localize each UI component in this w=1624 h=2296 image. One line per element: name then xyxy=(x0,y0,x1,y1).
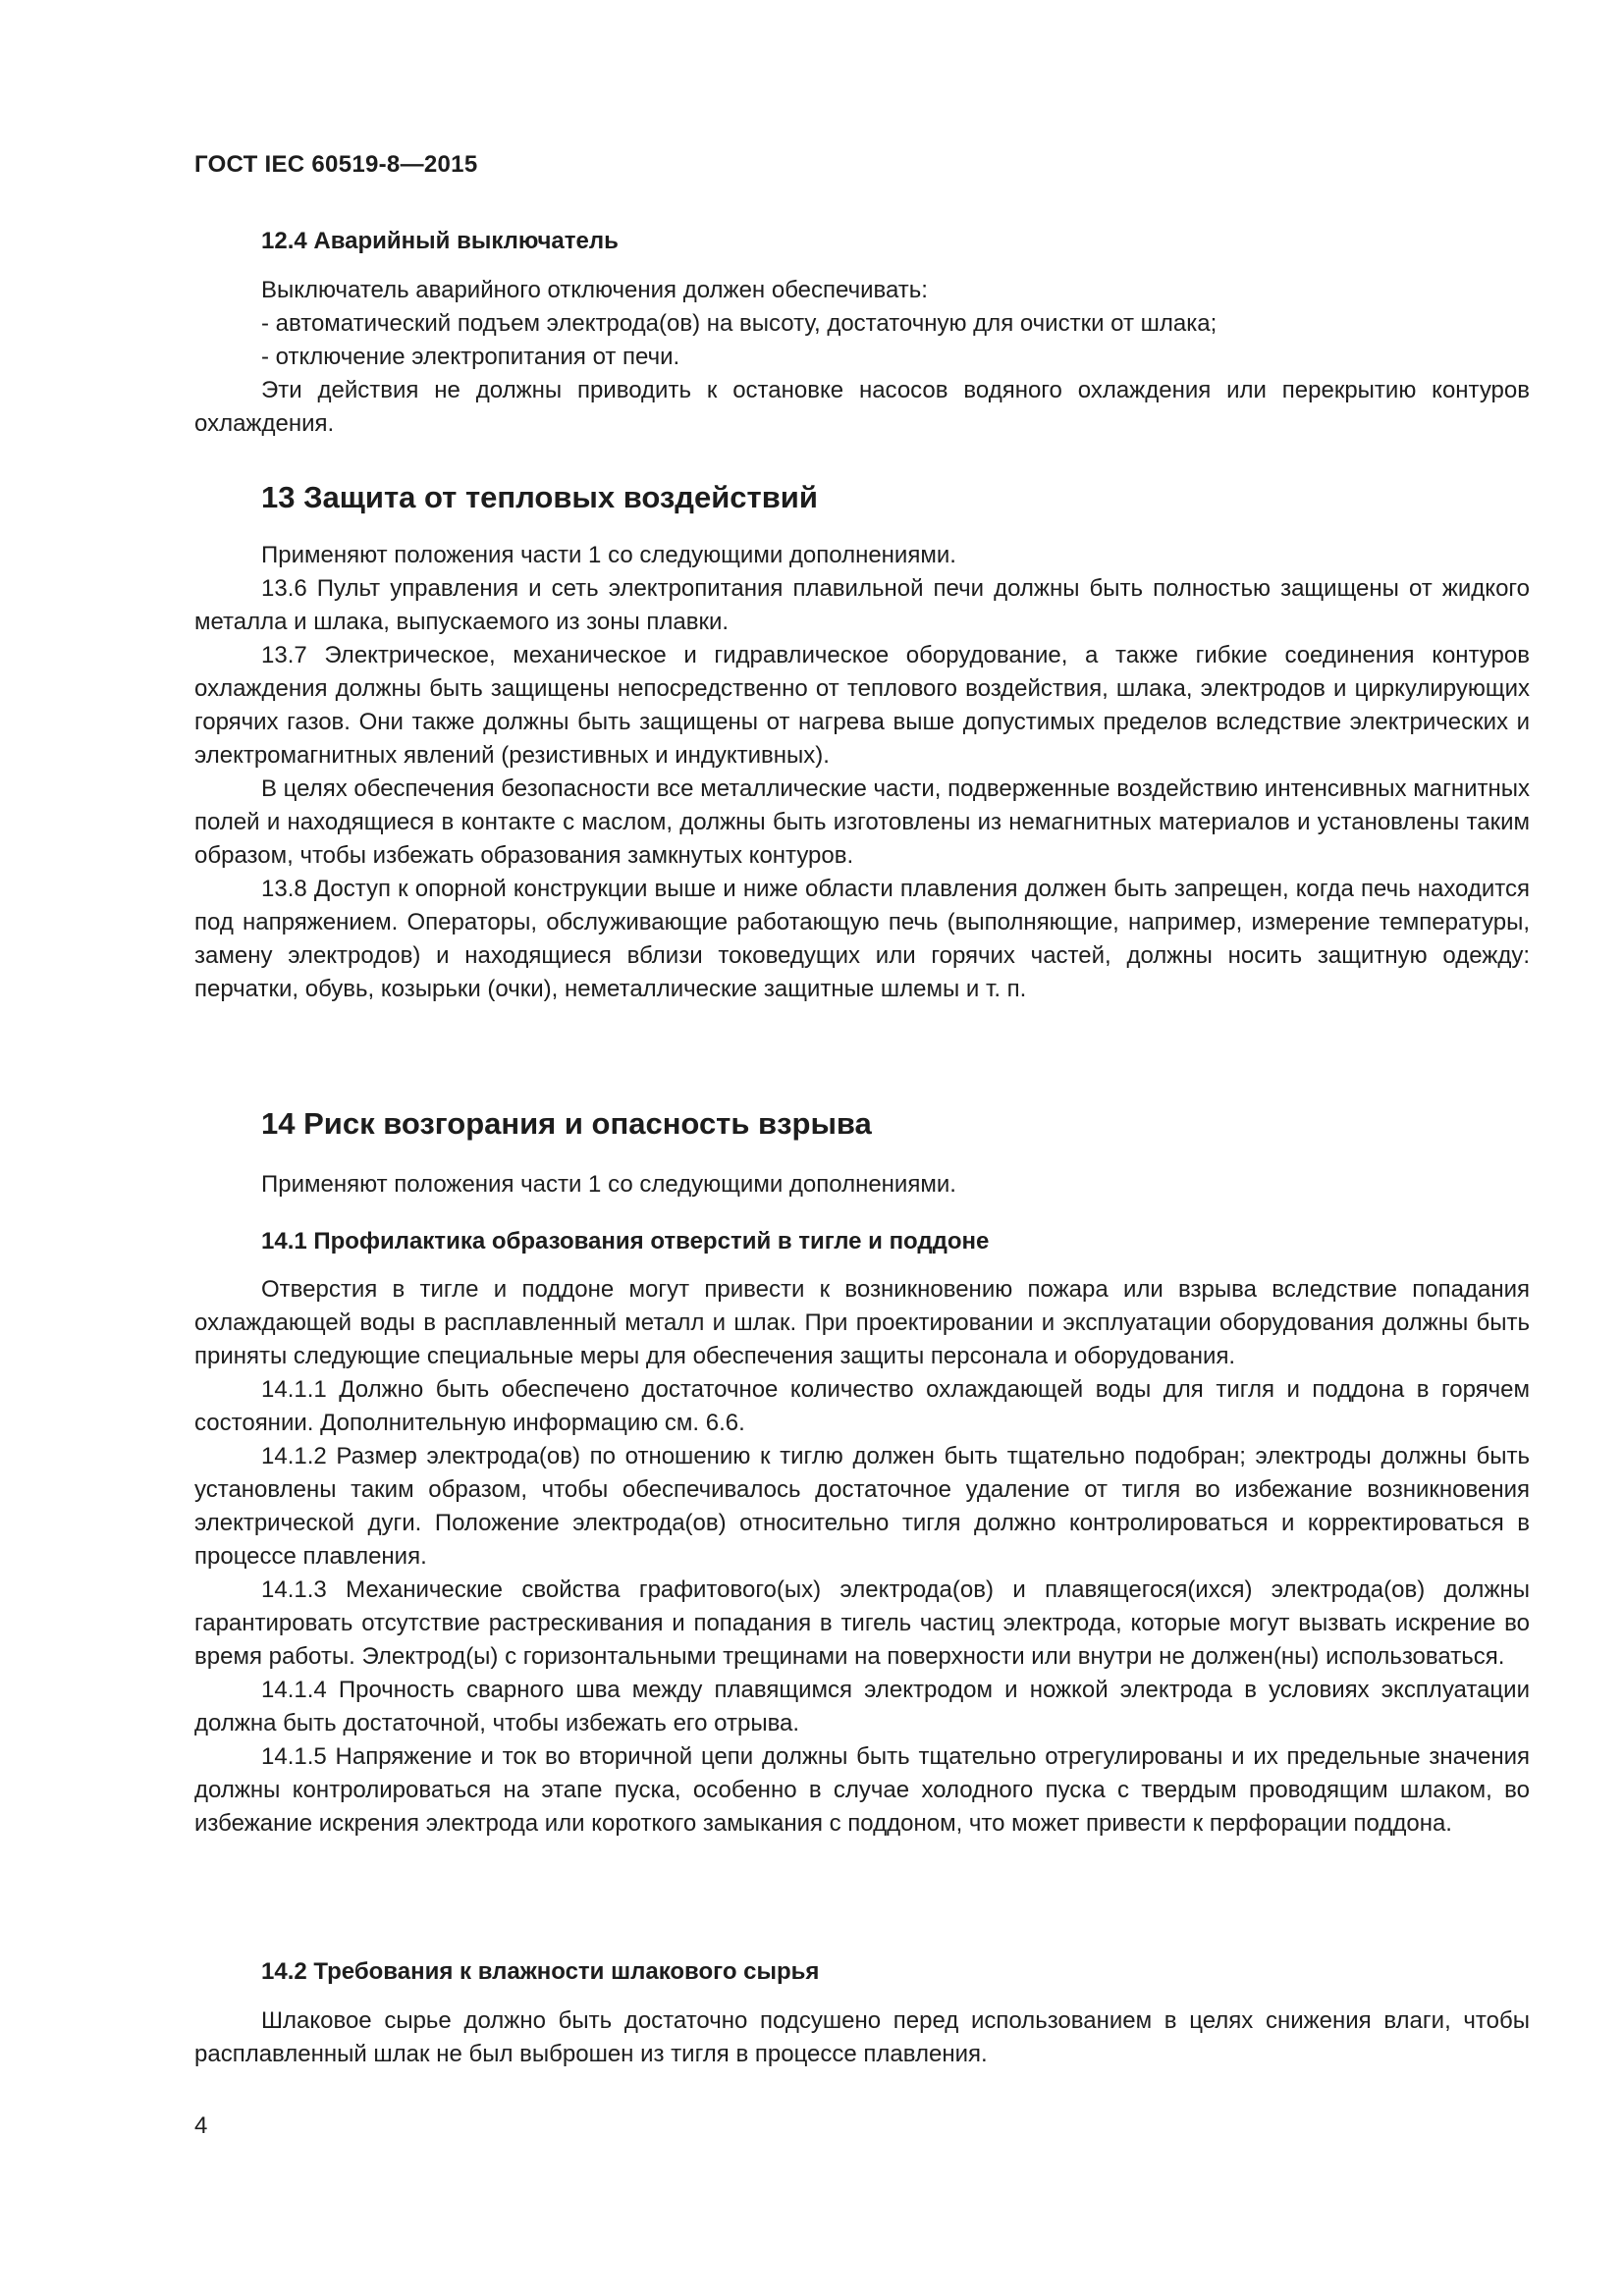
subsection-heading-12-4: 12.4 Аварийный выключатель xyxy=(261,228,619,254)
section-heading-14: 14 Риск возгорания и опасность взрыва xyxy=(261,1106,872,1141)
paragraph-14-1-3: 14.1.3 Механические свойства графитового(ых) электрода(ов) и плавящегося(ихся) электрода(ов) должны гарантировать отсутствие растрескивания и попадания в тигель частиц электрода, которые могут вызвать искрение во время работы. Электрод(ы) с горизонтальными трещинами на поверхности или внутри не должен(ны) использоваться. xyxy=(194,1576,1530,1670)
section-14-intro xyxy=(194,1168,1530,1201)
list-item-12-4-2: - отключение электропитания от печи. xyxy=(261,344,680,370)
paragraph-12-4-1: Эти действия не должны приводить к остановке насосов водяного охлаждения или перекрытию контуров охлаждения. xyxy=(194,377,1530,437)
paragraph-14-1-4: 14.1.4 Прочность сварного шва между плавящимся электродом и ножкой электрода в условиях эксплуатации должна быть достаточной, чтобы избежать его отрыва. xyxy=(194,1677,1530,1736)
section-heading-13: 13 Защита от тепловых воздействий xyxy=(261,480,818,514)
paragraph-14-intro: Применяют положения части 1 со следующими дополнениями. xyxy=(261,1171,956,1198)
paragraph-12-4-intro: Выключатель аварийного отключения должен обеспечивать: xyxy=(261,277,928,303)
paragraph-13-6: 13.6 Пульт управления и сеть электропитания плавильной печи должны быть полностью защищены от жидкого металла и шлака, выпускаемого из зоны плавки. xyxy=(194,575,1530,635)
subsection-12-4-body xyxy=(194,274,1530,441)
paragraph-14-2: Шлаковое сырье должно быть достаточно подсушено перед использованием в целях снижения влаги, чтобы расплавленный шлак не был выброшен из тигля в процессе плавления. xyxy=(194,2007,1530,2067)
subsection-14-1-body xyxy=(194,1273,1530,1841)
subsection-heading-14-2: 14.2 Требования к влажности шлакового сырья xyxy=(261,1958,820,1985)
paragraph-14-1-1: 14.1.1 Должно быть обеспечено достаточное количество охлаждающей воды для тигля и поддона в горячем состоянии. Дополнительную информацию см. 6.6. xyxy=(194,1376,1530,1436)
paragraph-13-7: 13.7 Электрическое, механическое и гидравлическое оборудование, а также гибкие соединения контуров охлаждения должны быть защищены непосредственно от теплового воздействия, шлака, электродов и циркулирующих горячих газов. Они также должны быть защищены от нагрева выше допустимых пределов вследствие электрических и электромагнитных явлений (резистивных и индуктивных). xyxy=(194,642,1530,769)
section-13-body xyxy=(194,539,1530,1006)
paragraph-13-7-b: В целях обеспечения безопасности все металлические части, подверженные воздействию интенсивных магнитных полей и находящиеся в контакте с маслом, должны быть изготовлены из немагнитных материалов и установлены таким образом, чтобы избежать образования замкнутых контуров. xyxy=(194,775,1530,869)
page-number: 4 xyxy=(194,2112,208,2139)
list-item-12-4-1: - автоматический подъем электрода(ов) на высоту, достаточную для очистки от шлака; xyxy=(261,310,1218,337)
subsection-14-2-body xyxy=(194,2004,1530,2071)
paragraph-14-1-2: 14.1.2 Размер электрода(ов) по отношению к тиглю должен быть тщательно подобран; электроды должны быть установлены таким образом, чтобы обеспечивалось достаточное удаление от тигля во избежание возникновения электрической дуги. Положение электрода(ов) относительно тигля должно контролироваться и корректироваться в процессе плавления. xyxy=(194,1443,1530,1570)
paragraph-13-intro: Применяют положения части 1 со следующими дополнениями. xyxy=(261,542,956,568)
document-code-header: ГОСТ IEC 60519-8—2015 xyxy=(194,151,478,178)
paragraph-13-8: 13.8 Доступ к опорной конструкции выше и ниже области плавления должен быть запрещен, когда печь находится под напряжением. Операторы, обслуживающие работающую печь (выполняющие, например, измерение температуры, замену электродов) и находящиеся вблизи токоведущих или горячих частей, должны носить защитную одежду: перчатки, обувь, козырьки (очки), неметаллические защитные шлемы и т. п. xyxy=(194,876,1530,1002)
paragraph-14-1-5: 14.1.5 Напряжение и ток во вторичной цепи должны быть тщательно отрегулированы и их предельные значения должны контролироваться на этапе пуска, особенно в случае холодного пуска с твердым проводящим шлаком, во избежание искрения электрода или короткого замыкания с поддоном, что может привести к перфорации поддона. xyxy=(194,1743,1530,1837)
subsection-heading-14-1: 14.1 Профилактика образования отверстий в тигле и поддоне xyxy=(261,1228,990,1255)
paragraph-14-1: Отверстия в тигле и поддоне могут привести к возникновению пожара или взрыва вследствие попадания охлаждающей воды в расплавленный металл и шлак. При проектировании и эксплуатации оборудования должны быть приняты следующие специальные меры для обеспечения защиты персонала и оборудования. xyxy=(194,1276,1530,1369)
